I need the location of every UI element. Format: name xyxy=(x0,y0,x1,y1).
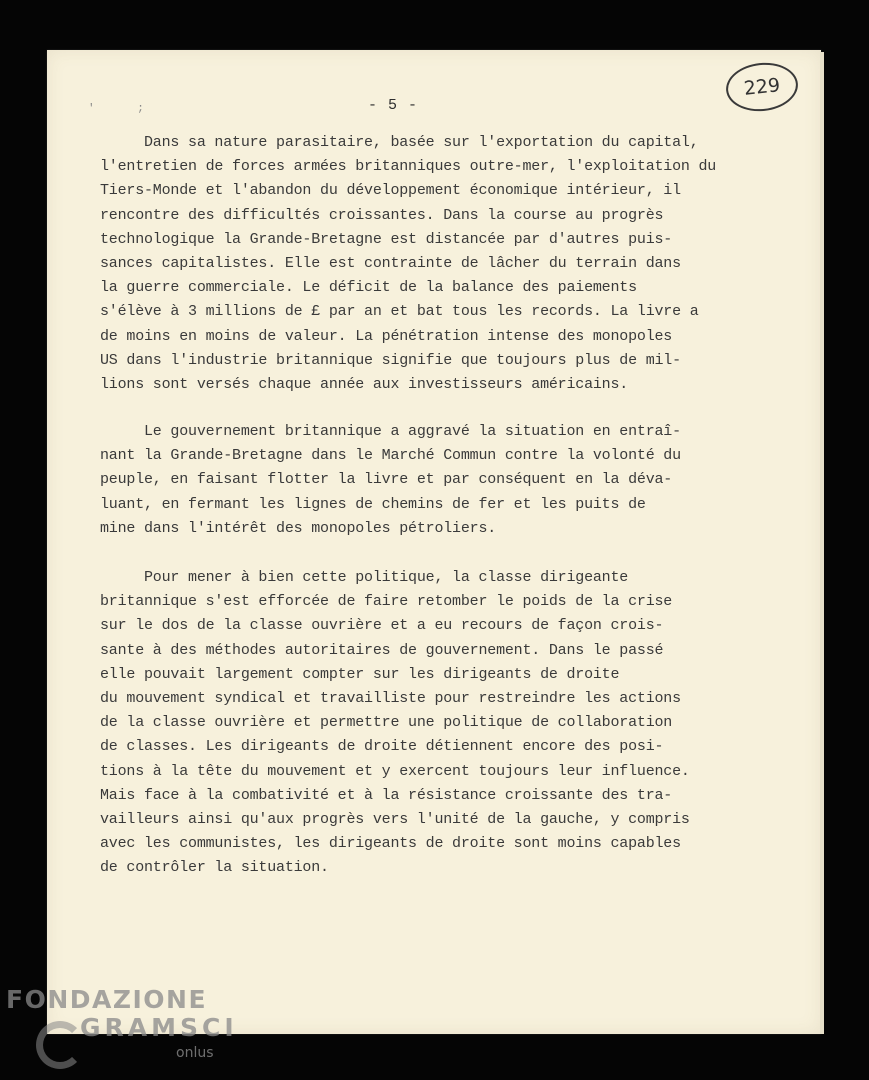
paragraph-1 xyxy=(100,131,760,397)
text-line: elle pouvait largement compter sur les dirigeants de droite xyxy=(100,665,620,683)
text-line: s'élève à 3 millions de £ par an et bat tous les records. La livre a xyxy=(100,303,699,321)
archive-number-stamp: 229 xyxy=(724,59,801,114)
text-line: sante à des méthodes autoritaires de gouvernement. Dans le passé xyxy=(100,641,664,659)
page-edge xyxy=(820,52,824,1034)
page-number: - 5 - xyxy=(368,97,419,114)
text-line: du mouvement syndical et travailliste pour restreindre les actions xyxy=(100,689,681,707)
text-line: Pour mener à bien cette politique, la classe dirigeante xyxy=(100,569,629,586)
paragraph-3 xyxy=(100,566,760,880)
text-line: la guerre commerciale. Le déficit de la balance des paiements xyxy=(100,279,637,297)
watermark-suffix: onlus xyxy=(176,1045,214,1061)
text-line: tions à la tête du mouvement et y exercent toujours leur influence. xyxy=(100,762,690,780)
text-line: vailleurs ainsi qu'aux progrès vers l'unité de la gauche, y compris xyxy=(100,810,690,828)
text-line: Tiers-Monde et l'abandon du développement économique intérieur, il xyxy=(100,182,681,200)
text-line: Dans sa nature parasitaire, basée sur l'exportation du capital, xyxy=(100,134,699,151)
watermark-line-1: FONDAZIONE xyxy=(6,985,208,1014)
text-line: Mais face à la combativité et à la résistance croissante des tra- xyxy=(100,786,673,804)
watermark-line-2: GRAMSCI xyxy=(80,1013,238,1042)
text-line: avec les communistes, les dirigeants de droite sont moins capables xyxy=(100,835,681,853)
text-line: mine dans l'intérêt des monopoles pétroliers. xyxy=(100,519,497,537)
margin-marks: ' ; xyxy=(88,103,162,115)
text-line: rencontre des difficultés croissantes. Dans la course au progrès xyxy=(100,206,664,224)
text-line: de moins en moins de valeur. La pénétration intense des monopoles xyxy=(100,327,673,345)
text-line: l'entretien de forces armées britanniques outre-mer, l'exploitation du xyxy=(100,158,717,176)
text-line: technologique la Grande-Bretagne est distancée par d'autres puis- xyxy=(100,230,673,248)
paragraph-2 xyxy=(100,420,760,541)
text-line: Le gouvernement britannique a aggravé la situation en entraî- xyxy=(100,423,681,440)
text-line: britannique s'est efforcée de faire retomber le poids de la crise xyxy=(100,593,673,611)
text-line: nant la Grande-Bretagne dans le Marché Commun contre la volonté du xyxy=(100,447,681,465)
text-line: sur le dos de la classe ouvrière et a eu recours de façon crois- xyxy=(100,617,664,635)
text-line: US dans l'industrie britannique signifie que toujours plus de mil- xyxy=(100,351,681,369)
text-line: sances capitalistes. Elle est contrainte de lâcher du terrain dans xyxy=(100,254,681,272)
text-line: luant, en fermant les lignes de chemins de fer et les puits de xyxy=(100,495,646,513)
text-line: de classes. Les dirigeants de droite détiennent encore des posi- xyxy=(100,738,664,756)
gramsci-logo-icon xyxy=(36,1021,84,1069)
text-line: de la classe ouvrière et permettre une politique de collaboration xyxy=(100,714,673,732)
text-line: de contrôler la situation. xyxy=(100,859,329,877)
text-line: peuple, en faisant flotter la livre et par conséquent en la déva- xyxy=(100,471,673,489)
text-line: lions sont versés chaque année aux investisseurs américains. xyxy=(100,375,629,393)
